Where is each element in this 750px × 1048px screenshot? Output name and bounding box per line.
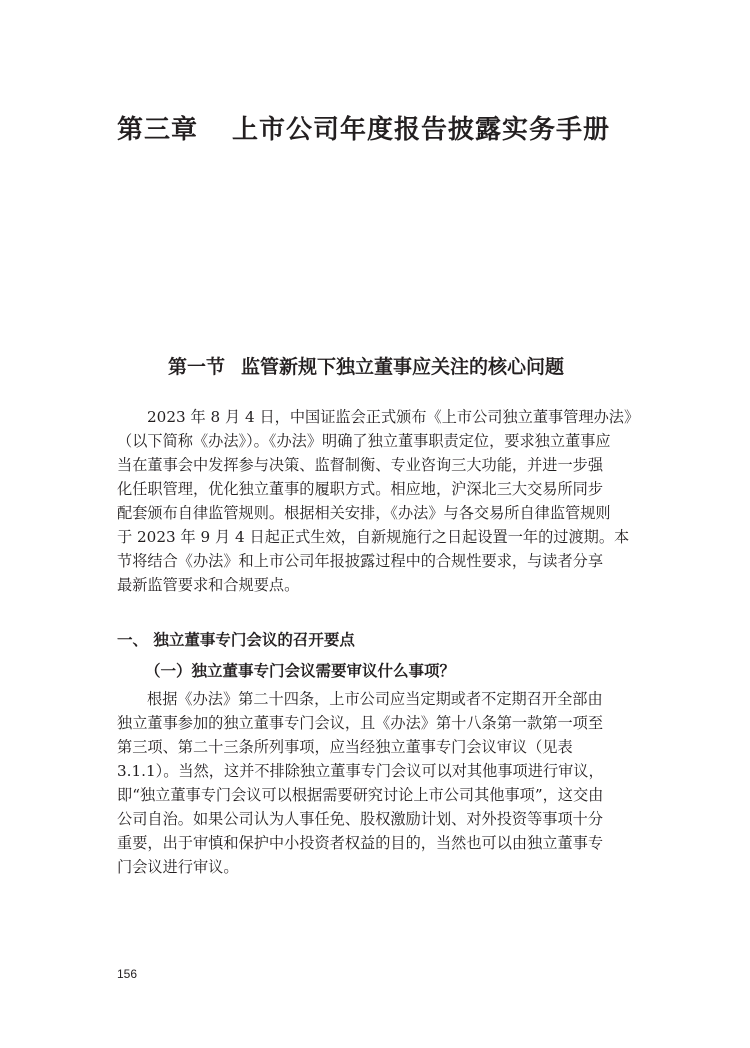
paragraph-line: 重要，出于审慎和保护中小投资者权益的目的，当然也可以由独立董事专	[117, 834, 603, 852]
paragraph-line: 3.1.1）。当然，这并不排除独立董事专门会议可以对其他事项进行审议，	[117, 762, 604, 780]
heading-level-1: 一、 独立董事专门会议的召开要点	[117, 631, 355, 649]
page-number: 156	[117, 967, 138, 981]
paragraph-line: 配套颁布自律监管规则。根据相关安排，《办法》与各交易所自律监管规则	[117, 504, 611, 522]
chapter-label: 第三章	[117, 115, 199, 145]
paragraph-line: 根据《办法》第二十四条，上市公司应当定期或者不定期召开全部由	[147, 690, 603, 708]
section-title-text: 监管新规下独立董事应关注的核心问题	[241, 356, 565, 378]
paragraph-line: 当在董事会中发挥参与决策、监督制衡、专业咨询三大功能，并进一步强	[117, 456, 603, 474]
chapter-title	[117, 112, 610, 148]
body-paragraph	[117, 687, 635, 879]
section-title	[168, 354, 564, 380]
paragraph-line: 独立董事参加的独立董事专门会议，且《办法》第十八条第一款第一项至	[117, 714, 603, 732]
paragraph-line: 化任职管理，优化独立董事的履职方式。相应地，沪深北三大交易所同步	[117, 480, 603, 498]
paragraph-line: 第三项、第二十三条所列事项，应当经独立董事专门会议审议（见表	[117, 738, 573, 756]
paragraph-line: 最新监管要求和合规要点。	[117, 576, 300, 594]
paragraph-line: 2023 年 8 月 4 日，中国证监会正式颁布《上市公司独立董事管理办法》	[147, 408, 640, 426]
intro-paragraph	[117, 405, 640, 597]
paragraph-line: 公司自治。如果公司认为人事任免、股权激励计划、对外投资等事项十分	[117, 810, 603, 828]
chapter-title-text: 上市公司年度报告披露实务手册	[232, 115, 611, 145]
paragraph-line: 门会议进行审议。	[117, 858, 239, 876]
paragraph-line: 节将结合《办法》和上市公司年报披露过程中的合规性要求，与读者分享	[117, 552, 603, 570]
heading-level-2: （一）独立董事专门会议需要审议什么事项？	[145, 662, 456, 680]
paragraph-line: 即“独立董事专门会议可以根据需要研究讨论上市公司其他事项”，这交由	[117, 786, 604, 804]
paragraph-line: （以下简称《办法》）。《办法》明确了独立董事职责定位，要求独立董事应	[117, 432, 611, 450]
section-label: 第一节	[168, 356, 226, 378]
paragraph-line: 于 2023 年 9 月 4 日起正式生效，自新规施行之日起设置一年的过渡期。本	[117, 528, 630, 546]
